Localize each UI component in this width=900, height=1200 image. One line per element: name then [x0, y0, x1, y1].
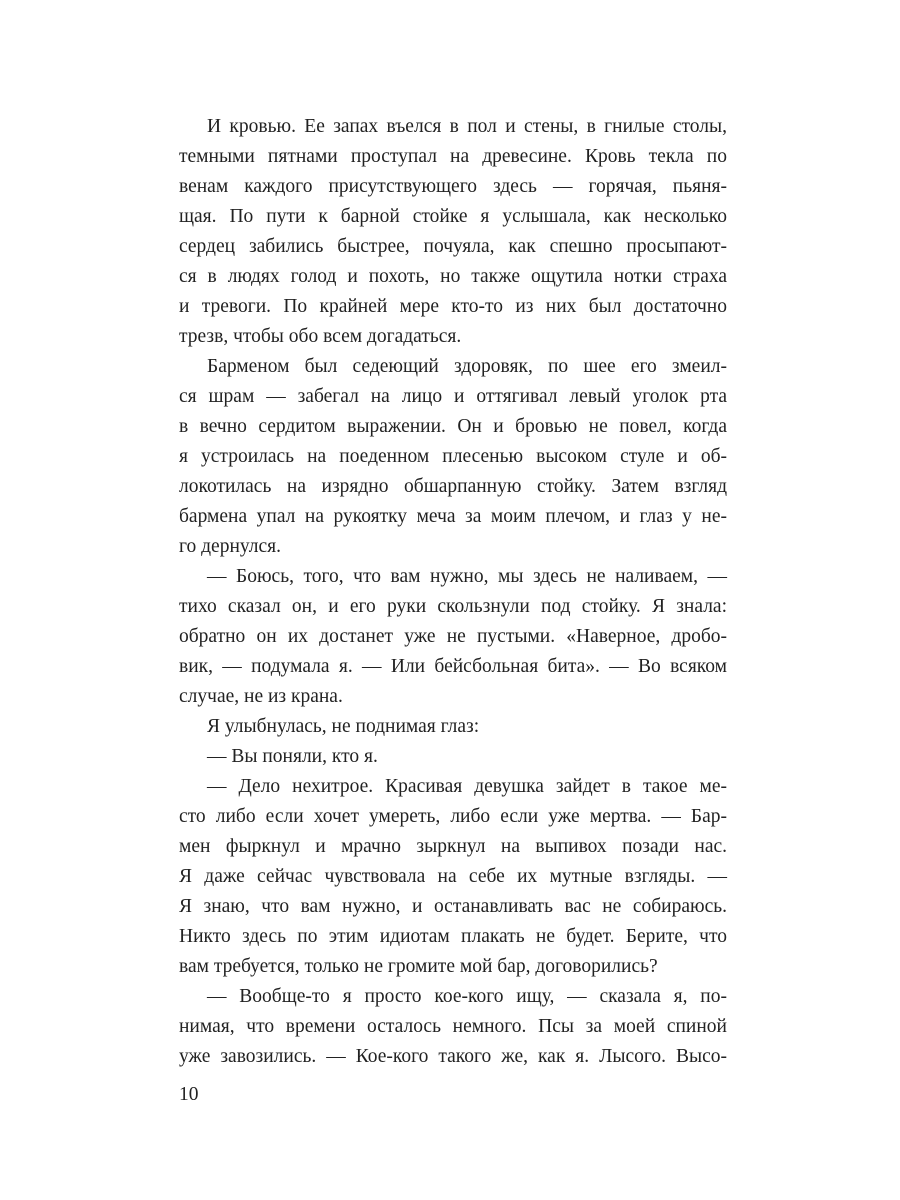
text-line: — Вообще-то я просто кое-кого ищу, — сказала я, по-	[207, 986, 727, 1007]
paragraph	[179, 112, 727, 352]
text-line: случае, не из крана.	[179, 686, 343, 707]
text-line: бармена упал на рукоятку меча за моим плечом, и глаз у не-	[179, 506, 727, 527]
text-line: вам требуется, только не громите мой бар, договорились?	[179, 956, 658, 977]
text-line: вик, — подумала я. — Или бейсбольная бита». — Во всяком	[179, 656, 727, 677]
text-line: и тревоги. По крайней мере кто-то из них был достаточно	[179, 296, 727, 317]
text-line: ся шрам — забегал на лицо и оттягивал левый уголок рта	[179, 386, 727, 407]
text-line: Барменом был седеющий здоровяк, по шее его змеил-	[207, 356, 727, 377]
text-line: уже завозились. — Кое-кого такого же, как я. Лысого. Высо-	[179, 1046, 727, 1067]
body-text	[179, 112, 727, 1072]
paragraph	[179, 712, 727, 742]
text-line: — Боюсь, того, что вам нужно, мы здесь не наливаем, —	[207, 566, 727, 587]
text-line: ся в людях голод и похоть, но также ощутила нотки страха	[179, 266, 727, 287]
text-line: локотилась на изрядно обшарпанную стойку. Затем взгляд	[179, 476, 727, 497]
text-line: в вечно сердитом выражении. Он и бровью не повел, когда	[179, 416, 727, 437]
text-line: И кровью. Ее запах въелся в пол и стены, в гнилые столы,	[207, 116, 727, 137]
text-line: я устроилась на поеденном плесенью высоком стуле и об-	[179, 446, 727, 467]
text-line: сердец забились быстрее, почуяла, как спешно просыпают-	[179, 236, 727, 257]
text-line: сто либо если хочет умереть, либо если уже мертва. — Бар-	[179, 806, 727, 827]
text-line: мен фыркнул и мрачно зыркнул на выпивох позади нас.	[179, 836, 727, 857]
paragraph	[179, 742, 727, 772]
paragraph	[179, 352, 727, 562]
paragraph	[179, 772, 727, 982]
text-line: обратно он их достанет уже не пустыми. «Наверное, дробо-	[179, 626, 727, 647]
text-line: Никто здесь по этим идиотам плакать не будет. Берите, что	[179, 926, 727, 947]
text-line: го дернулся.	[179, 536, 282, 557]
text-line: венам каждого присутствующего здесь — горячая, пьяня-	[179, 176, 727, 197]
text-line: Я улыбнулась, не поднимая глаз:	[207, 716, 480, 737]
paragraph	[179, 562, 727, 712]
text-line: тихо сказал он, и его руки скользнули под стойку. Я знала:	[179, 596, 727, 617]
text-line: щая. По пути к барной стойке я услышала, как несколько	[179, 206, 727, 227]
text-line: Я даже сейчас чувствовала на себе их мутные взгляды. —	[179, 866, 727, 887]
text-line: нимая, что времени осталось немного. Псы за моей спиной	[179, 1016, 727, 1037]
text-line: трезв, чтобы обо всем догадаться.	[179, 326, 462, 347]
text-line: темными пятнами проступал на древесине. Кровь текла по	[179, 146, 727, 167]
text-line: — Дело нехитрое. Красивая девушка зайдет в такое ме-	[207, 776, 727, 797]
text-line: Я знаю, что вам нужно, и останавливать вас не собираюсь.	[179, 896, 727, 917]
paragraph	[179, 982, 727, 1072]
text-line: — Вы поняли, кто я.	[207, 746, 378, 767]
page-number: 10	[179, 1084, 199, 1105]
